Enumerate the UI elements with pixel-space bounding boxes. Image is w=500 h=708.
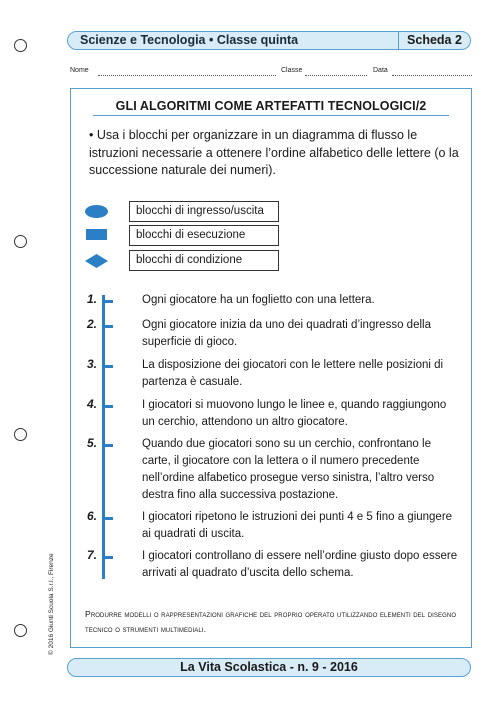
header-bar xyxy=(67,31,471,50)
step-marker xyxy=(102,405,113,408)
step-marker xyxy=(102,365,113,368)
step-marker xyxy=(102,517,113,520)
step-text: La disposizione dei giocatori con le lettere nelle posizioni di partenza è casuale. xyxy=(142,359,444,388)
ellipse-icon xyxy=(85,205,108,218)
step-text: Ogni giocatore inizia da uno dei quadrati d’ingresso della superficie di gioco. xyxy=(142,319,431,348)
step-text: I giocatori ripetono le istruzioni dei punti 4 e 5 fino a giungere ai quadrati di uscita. xyxy=(142,511,453,540)
step-marker xyxy=(102,300,113,303)
sheet-label: Scheda 2 xyxy=(398,31,470,50)
step-number: 2. xyxy=(87,317,98,331)
step-number: 1. xyxy=(87,292,98,306)
learning-objective: Produrre modelli o rappresentazioni grafiche del proprio operato utilizzando elementi del disegno tecnico o strumenti multimediali. xyxy=(85,609,457,634)
title-divider xyxy=(93,115,449,116)
footer-bar: La Vita Scolastica - n. 9 - 2016 xyxy=(67,658,471,677)
diamond-icon xyxy=(85,254,108,268)
binder-hole-2 xyxy=(14,235,27,248)
binder-hole-3 xyxy=(14,428,27,441)
legend-ellipse-row xyxy=(85,201,285,223)
step-marker xyxy=(102,556,113,559)
legend-diamond-row xyxy=(85,250,285,272)
step-number: 5. xyxy=(87,436,98,450)
step-marker xyxy=(102,444,113,447)
class-label: Classe xyxy=(281,67,303,74)
name-field[interactable] xyxy=(98,75,276,76)
date-field[interactable] xyxy=(392,75,472,76)
step-text: I giocatori si muovono lungo le linee e, quando raggiungono un cerchio, attendono un altro giocatore. xyxy=(142,399,447,428)
name-label: Nome xyxy=(70,67,89,74)
rectangle-icon xyxy=(86,229,107,240)
step-number: 4. xyxy=(87,397,98,411)
binder-hole-1 xyxy=(14,39,27,52)
step-text: Quando due giocatori sono su un cerchio, confrontano le carte, il giocatore con la lettera o il numero precedente nell’ordine alfabetico prosegue verso sinistra, l’altro verso destra fino alla successiva postazione. xyxy=(142,438,435,501)
legend-rectangle-row xyxy=(85,225,285,247)
copyright-note: © 2016 Giunti Scuola S.r.l., Firenze xyxy=(48,553,55,655)
step-number: 7. xyxy=(87,548,98,562)
step-number: 6. xyxy=(87,509,98,523)
instructions-text: • Usa i blocchi per organizzare in un diagramma di flusso le istruzioni necessarie a ottenere l’ordine alfabetico delle lettere (o la successione naturale dei numeri). xyxy=(89,128,459,177)
date-label: Data xyxy=(373,67,388,74)
legend-label-exec: blocchi di esecuzione xyxy=(129,225,279,246)
step-text: Ogni giocatore ha un foglietto con una lettera. xyxy=(142,294,375,306)
worksheet-box xyxy=(70,88,472,648)
legend-label-io: blocchi di ingresso/uscita xyxy=(129,201,279,222)
steps-vertical-line xyxy=(102,295,105,579)
legend-label-cond: blocchi di condizione xyxy=(129,250,279,271)
student-fields xyxy=(70,67,475,79)
binder-hole-4 xyxy=(14,624,27,637)
step-text: I giocatori controllano di essere nell’ordine giusto dopo essere arrivati al quadrato d’uscita dello schema. xyxy=(142,550,458,579)
class-field[interactable] xyxy=(305,75,367,76)
step-number: 3. xyxy=(87,357,98,371)
subject-title: Scienze e Tecnologia • Classe quinta xyxy=(80,33,299,47)
worksheet-title: GLI ALGORITMI COME ARTEFATTI TECNOLOGICI/2 xyxy=(115,99,427,113)
step-marker xyxy=(102,325,113,328)
